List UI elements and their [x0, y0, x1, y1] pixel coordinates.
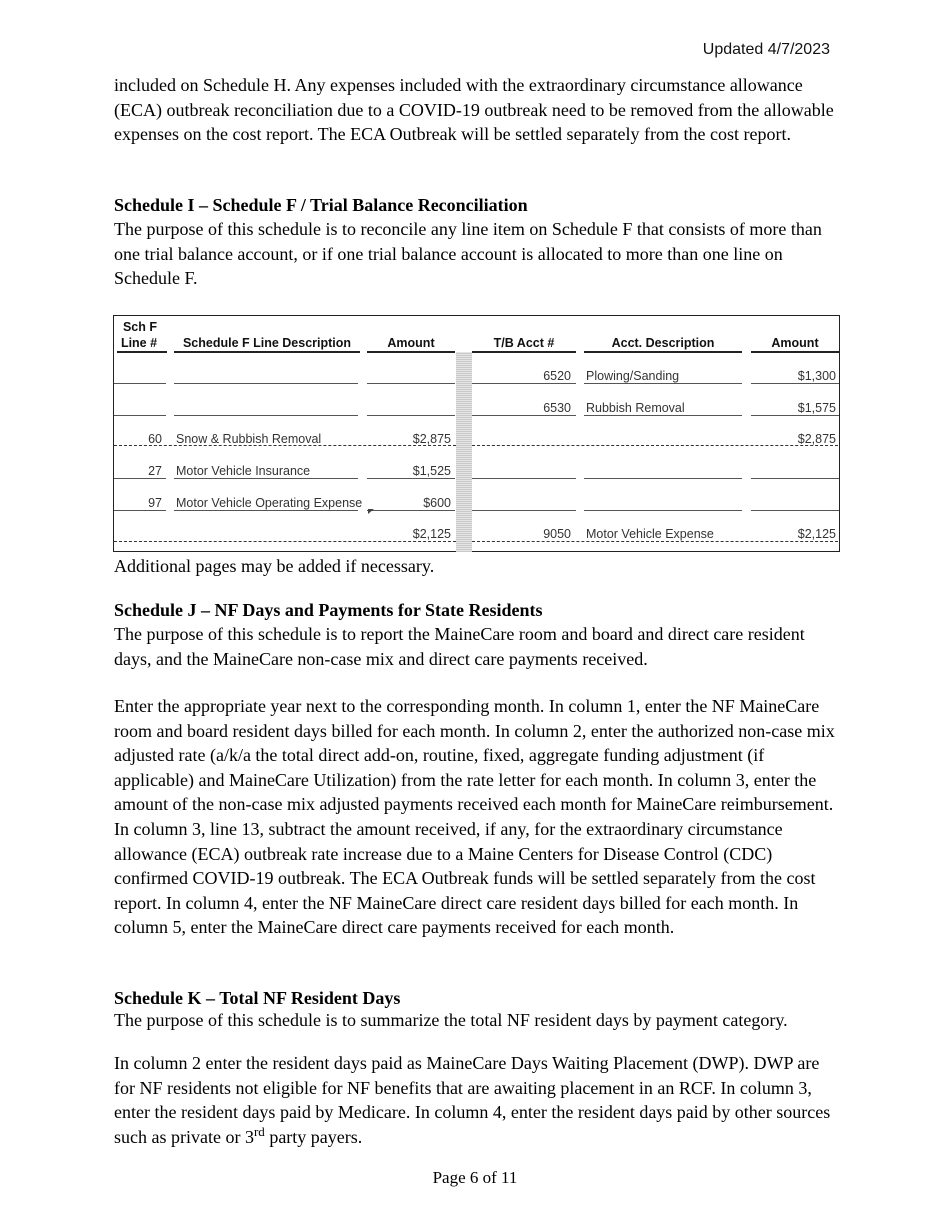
- page-number: Page 6 of 11: [432, 1168, 518, 1187]
- schedule-k-paragraph-1: The purpose of this schedule is to summarize the total NF resident days by payment category.: [114, 1010, 788, 1030]
- intro-paragraph: included on Schedule H. Any expenses included with the extraordinary circumstance allowance (ECA) outbreak reconciliation due to a COVID-19 outbreak need to be removed from the allowable expenses on the cost report. The ECA Outbreak will be settled separately from the cost report.: [114, 75, 834, 145]
- table-cell-acct-desc: Rubbish Removal: [586, 401, 685, 415]
- header-line-description: Schedule F Line Description: [182, 336, 352, 350]
- row-underline: [114, 510, 166, 511]
- row-underline: [174, 478, 358, 479]
- header-sch-f: Sch F: [122, 320, 158, 334]
- table-cell-tb-amount: $2,875: [797, 432, 836, 446]
- schedule-j-paragraph-1: The purpose of this schedule is to report the MaineCare room and board and direct care resident days, and the MaineCare non-case mix and direct care payments received.: [114, 624, 805, 669]
- table-cell-amount: $2,125: [412, 527, 451, 541]
- table-cell-amount: $2,875: [412, 432, 451, 446]
- header-tb-amount: Amount: [771, 336, 819, 350]
- header-line-number: Line #: [120, 336, 158, 350]
- table-cell-tb-amount: $1,575: [797, 401, 836, 415]
- row-underline: [584, 510, 742, 511]
- row-underline: [472, 415, 576, 416]
- header-underline: [472, 351, 576, 353]
- header-underline: [174, 351, 360, 353]
- table-cell-line: 27: [148, 464, 162, 478]
- header-underline: [751, 351, 839, 353]
- row-underline: [174, 383, 358, 384]
- table-cell-tb-acct: 9050: [543, 527, 571, 541]
- header-underline: [117, 351, 167, 353]
- row-underline: [472, 478, 576, 479]
- schedule-i-paragraph: The purpose of this schedule is to reconcile any line item on Schedule F that consists of more than one trial balance account, or if one trial balance account is allocated to more than one line on Schedule F.: [114, 219, 822, 289]
- table-cell-line: 97: [148, 496, 162, 510]
- table-cell-tb-acct: 6530: [543, 401, 571, 415]
- additional-pages-note: Additional pages may be added if necessary.: [114, 556, 435, 576]
- header-tb-account: T/B Acct #: [493, 336, 555, 350]
- table-cell-description: Motor Vehicle Operating Expense: [176, 496, 363, 510]
- table-cell-tb-amount: $2,125: [797, 527, 836, 541]
- schedule-k-paragraph-2-text: In column 2 enter the resident days paid as MaineCare Days Waiting Placement (DWP). DWP are for NF residents not eligible for NF benefits that are awaiting placement in an RCF. In column 3, enter the resident days paid by Medicare. In column 4, enter the resident days paid by other sources such as private or 3: [114, 1053, 831, 1147]
- schedule-k-paragraph-2-end: party payers.: [264, 1126, 363, 1147]
- row-underline: [114, 383, 166, 384]
- table-cell-acct-desc: Plowing/Sanding: [586, 369, 680, 383]
- row-underline: [584, 478, 742, 479]
- schedule-k-heading: Schedule K – Total NF Resident Days: [114, 988, 401, 1008]
- row-underline: [114, 478, 166, 479]
- schedule-k-paragraph-2: [114, 1051, 839, 1149]
- table-cell-tb-amount: $1,300: [797, 369, 836, 383]
- table-cell-description: Motor Vehicle Insurance: [176, 464, 311, 478]
- row-dashed-divider: [472, 541, 838, 542]
- table-cell-amount: $600: [423, 496, 451, 510]
- header-underline: [584, 351, 742, 353]
- row-dashed-divider: [114, 445, 456, 446]
- table-cell-tb-acct: 6520: [543, 369, 571, 383]
- row-underline: [584, 415, 742, 416]
- row-underline: [472, 510, 576, 511]
- row-underline: [174, 415, 358, 416]
- row-underline: [367, 510, 455, 511]
- reconciliation-table: [113, 315, 840, 552]
- row-underline: [472, 383, 576, 384]
- row-underline: [751, 383, 839, 384]
- row-underline: [114, 415, 166, 416]
- header-account-description: Acct. Description: [611, 336, 715, 350]
- updated-date: Updated 4/7/2023: [702, 41, 830, 58]
- row-dashed-divider: [114, 541, 456, 542]
- table-cell-acct-desc: Motor Vehicle Expense: [586, 527, 714, 541]
- row-underline: [367, 478, 455, 479]
- table-cell-description: Snow & Rubbish Removal: [176, 432, 322, 446]
- table-cell-amount: $1,525: [412, 464, 451, 478]
- row-underline: [751, 510, 839, 511]
- row-underline: [367, 383, 455, 384]
- row-underline: [751, 478, 839, 479]
- header-underline: [367, 351, 455, 353]
- row-underline: [367, 415, 455, 416]
- corner-marker-icon: [368, 509, 376, 515]
- schedule-j-heading: Schedule J – NF Days and Payments for State Residents: [114, 600, 543, 620]
- row-underline: [751, 415, 839, 416]
- table-cell-line: 60: [148, 432, 162, 446]
- table-divider-shading: [456, 352, 472, 552]
- row-dashed-divider: [472, 445, 838, 446]
- schedule-i-heading: Schedule I – Schedule F / Trial Balance Reconciliation: [114, 195, 528, 215]
- row-underline: [174, 510, 358, 511]
- superscript-rd: rd: [253, 1123, 265, 1139]
- header-amount: Amount: [387, 336, 435, 350]
- schedule-j-paragraph-2: Enter the appropriate year next to the corresponding month. In column 1, enter the NF MaineCare room and board resident days billed for each month. In column 2, enter the authorized non-case mix adjusted rate (a/k/a the total direct add-on, routine, fixed, aggregate funding adjustment (if applicable) and MaineCare Utilization) from the rate letter for each month. In column 3, enter the amount of the non-case mix adjusted payments received each month for MaineCare reimbursement. In column 3, line 13, subtract the amount received, if any, for the extraordinary circumstance allowance (ECA) outbreak rate increase due to a Maine Centers for Disease Control (CDC) confirmed COVID-19 outbreak. The ECA Outbreak funds will be settled separately from the cost report. In column 4, enter the NF MaineCare direct care resident days billed for each month. In column 5, enter the MaineCare direct care payments received for each month.: [114, 696, 835, 938]
- row-underline: [584, 383, 742, 384]
